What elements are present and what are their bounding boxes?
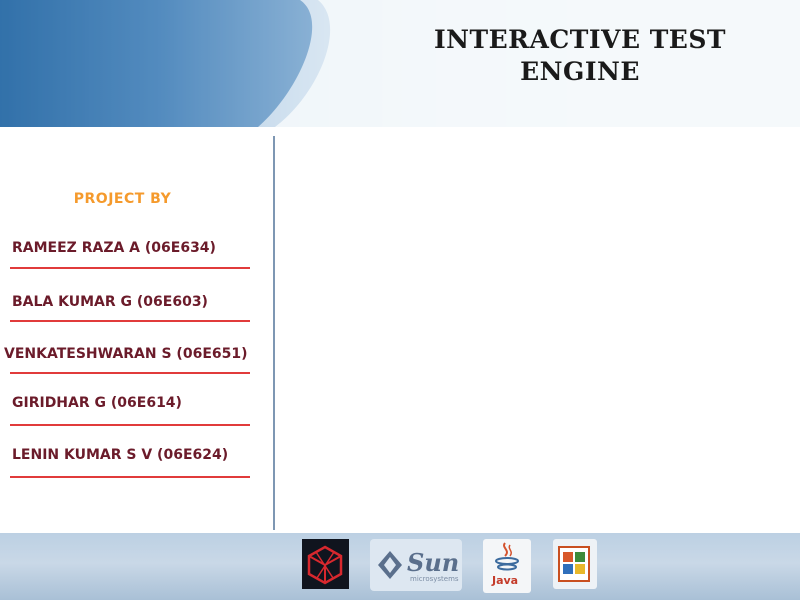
member-underline (10, 476, 250, 478)
credits-heading: PROJECT BY (73, 191, 172, 207)
sun-logo-label: Sun (407, 548, 460, 577)
member-name: LENIN KUMAR S V (06E624) (12, 447, 229, 463)
member-name: GIRIDHAR G (06E614) (12, 395, 182, 411)
member-name: BALA KUMAR G (06E603) (12, 294, 208, 310)
vertical-divider (273, 136, 275, 530)
office-logo-icon (553, 539, 597, 589)
member-underline (10, 267, 250, 269)
member-underline (10, 320, 250, 322)
java-logo-label: Java (492, 574, 519, 587)
header-banner (0, 0, 800, 127)
sun-microsystems-logo-icon (370, 539, 462, 591)
member-name: VENKATESHWARAN S (06E651) (4, 346, 248, 362)
app-title-line1: INTERACTIVE TEST (433, 25, 727, 54)
member-underline (10, 424, 250, 426)
app-title (430, 24, 730, 88)
sun-logo-sublabel: microsystems (410, 575, 459, 583)
java-logo-icon (483, 539, 531, 593)
app-title-line2: ENGINE (520, 57, 640, 86)
member-underline (10, 372, 250, 374)
cube-logo-icon (302, 539, 349, 589)
member-name: RAMEEZ RAZA A (06E634) (12, 240, 216, 256)
